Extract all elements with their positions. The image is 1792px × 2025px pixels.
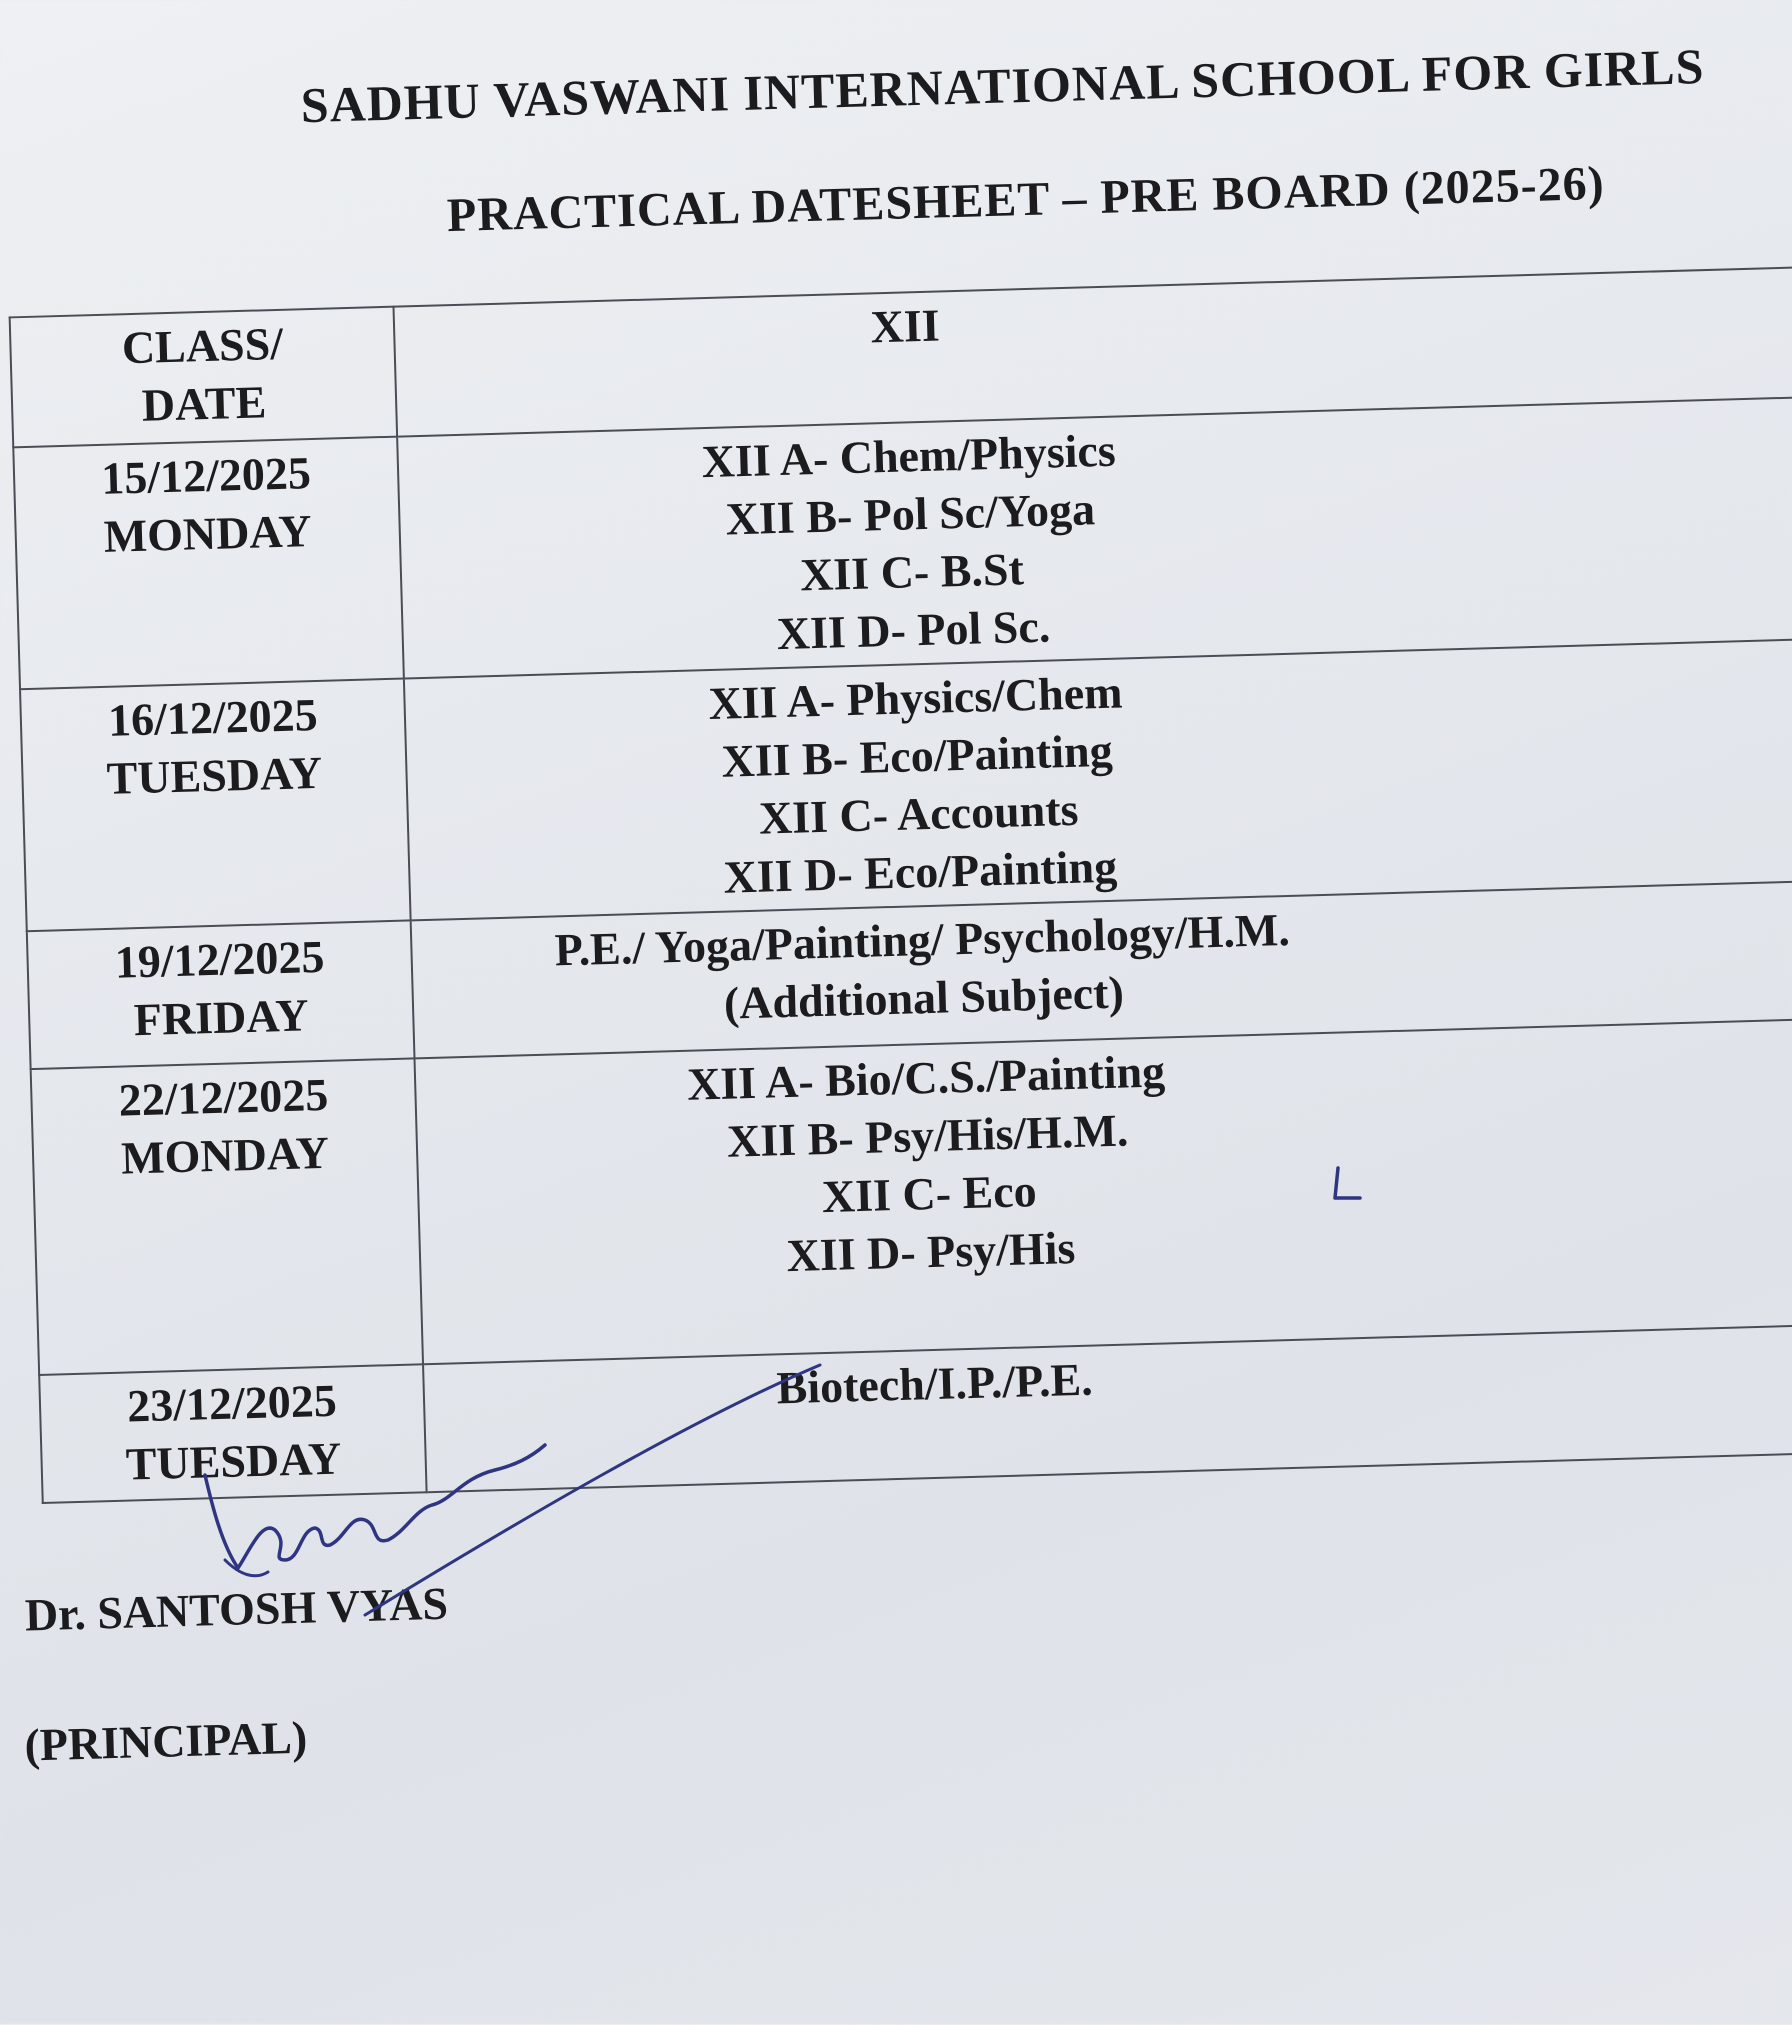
table-row — [31, 1019, 1792, 1375]
exam-date: 22/12/2025 — [117, 1068, 329, 1126]
subject-line: XII D- Pol Sc. — [776, 600, 1051, 660]
subject-line: XII B- Pol Sc/Yoga — [725, 483, 1096, 545]
exam-date: 23/12/2025 — [126, 1374, 338, 1432]
table-row — [13, 397, 1792, 689]
principal-name: Dr. SANTOSH VYAS — [24, 1577, 449, 1641]
subject-line: XII A- Chem/Physics — [701, 424, 1117, 488]
principal-designation: (PRINCIPAL) — [23, 1711, 308, 1771]
subject-line: XII C- Eco — [821, 1165, 1038, 1223]
subject-line: XII B- Psy/His/H.M. — [726, 1104, 1129, 1167]
table-row — [20, 639, 1792, 931]
date-cell — [39, 1364, 426, 1503]
datesheet-table — [9, 266, 1792, 1504]
subject-line: P.E./ Yoga/Painting/ Psychology/H.M. — [554, 903, 1291, 976]
header-class-label: CLASS/ — [121, 317, 284, 374]
header-date-label: DATE — [141, 376, 267, 431]
subject-line: XII B- Eco/Painting — [720, 724, 1114, 787]
class-date-header — [10, 307, 397, 448]
subject-line: Biotech/I.P./P.E. — [775, 1353, 1094, 1414]
exam-day: MONDAY — [120, 1126, 330, 1184]
exam-date: 15/12/2025 — [100, 447, 312, 504]
class-label: XII — [869, 299, 941, 353]
school-name: SADHU VASWANI INTERNATIONAL SCHOOL FOR GIRLS — [300, 38, 1706, 134]
exam-date: 19/12/2025 — [114, 930, 326, 988]
date-cell — [31, 1058, 423, 1375]
subject-line: XII A- Bio/C.S./Painting — [686, 1045, 1166, 1110]
subject-line: XII A- Physics/Chem — [707, 666, 1124, 730]
subjects-cell — [404, 639, 1792, 920]
subjects-cell — [414, 1019, 1792, 1364]
subject-line: (Additional Subject) — [723, 966, 1125, 1029]
subject-line: XII C- Accounts — [758, 783, 1080, 844]
exam-day: TUESDAY — [105, 746, 323, 804]
date-cell — [20, 679, 410, 932]
datesheet-title: PRACTICAL DATESHEET – PRE BOARD (2025-26) — [446, 156, 1606, 243]
subject-line: XII C- B.St — [799, 543, 1025, 601]
exam-day: TUESDAY — [125, 1432, 343, 1490]
date-cell — [27, 920, 415, 1069]
exam-day: MONDAY — [103, 505, 313, 562]
subjects-cell — [397, 397, 1792, 678]
exam-date: 16/12/2025 — [107, 688, 319, 746]
subject-line: XII D- Psy/His — [785, 1222, 1076, 1282]
subject-line: XII D- Eco/Painting — [722, 840, 1118, 903]
date-cell — [13, 437, 403, 690]
exam-day: FRIDAY — [133, 989, 310, 1046]
